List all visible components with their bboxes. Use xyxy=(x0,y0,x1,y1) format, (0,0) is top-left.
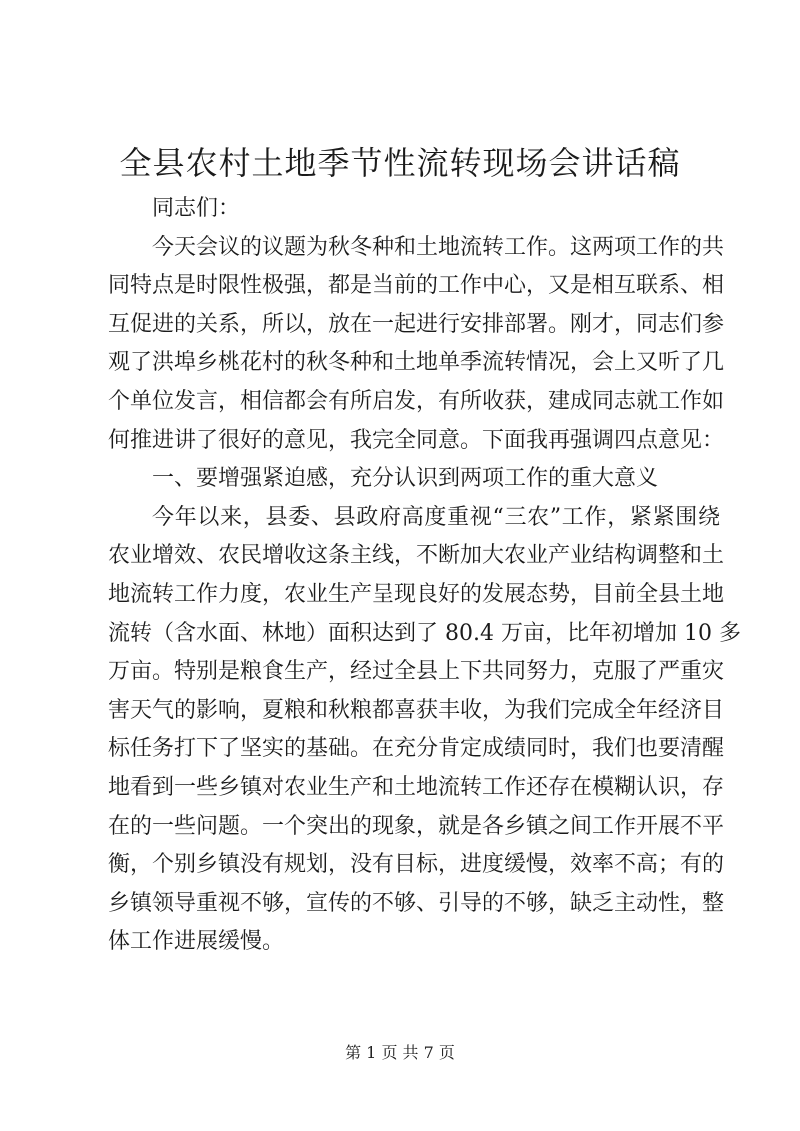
paragraph-line: 何推进讲了很好的意见，我完全同意。下面我再强调四点意见： xyxy=(108,427,725,453)
paragraph-1 xyxy=(108,229,725,461)
paragraph-line: 标任务打下了坚实的基础。在充分肯定成绩同时，我们也要清醒 xyxy=(108,736,725,762)
paragraph-line: 地流转工作力度，农业生产呈现良好的发展态势，目前全县土地 xyxy=(108,581,725,607)
document-body xyxy=(108,190,741,962)
paragraph-line: 害天气的影响，夏粮和秋粮都喜获丰收，为我们完成全年经济目 xyxy=(108,697,725,723)
paragraph-line: 万亩。特别是粮食生产，经过全县上下共同努力，克服了严重灾 xyxy=(108,659,725,685)
document-title: 全县农村土地季节性流转现场会讲话稿 xyxy=(119,144,681,182)
paragraph-2 xyxy=(108,499,741,962)
paragraph-line: 同特点是时限性极强，都是当前的工作中心，又是相互联系、相 xyxy=(108,273,725,299)
paragraph-line: 体工作进展缓慢。 xyxy=(108,929,285,955)
section-heading-1: 一、要增强紧迫感，充分认识到两项工作的重大意义 xyxy=(152,466,659,492)
paragraph-line: 今天会议的议题为秋冬种和土地流转工作。这两项工作的共 xyxy=(152,234,725,260)
paragraph-line: 农业增效、农民增收这条主线，不断加大农业产业结构调整和土 xyxy=(108,543,725,569)
paragraph-line: 观了洪埠乡桃花村的秋冬种和土地单季流转情况，会上又听了几 xyxy=(108,350,725,376)
paragraph-line: 个单位发言，相信都会有所启发，有所收获，建成同志就工作如 xyxy=(108,388,725,414)
paragraph-line: 地看到一些乡镇对农业生产和土地流转工作还存在模糊认识，存 xyxy=(108,774,725,800)
page-number-footer: 第 1 页 共 7 页 xyxy=(345,1043,455,1062)
paragraph-line: 流转（含水面、林地）面积达到了 80.4 万亩，比年初增加 10 多 xyxy=(108,620,741,646)
paragraph-line: 今年以来，县委、县政府高度重视“三农”工作，紧紧围绕 xyxy=(152,504,720,530)
paragraph-line: 乡镇领导重视不够，宣传的不够、引导的不够，缺乏主动性，整 xyxy=(108,890,725,916)
paragraph-line: 互促进的关系，所以，放在一起进行安排部署。刚才，同志们参 xyxy=(108,311,725,337)
paragraph-line: 衡，个别乡镇没有规划，没有目标，进度缓慢，效率不高；有的 xyxy=(108,852,725,878)
salutation: 同志们： xyxy=(152,196,241,221)
paragraph-line: 在的一些问题。一个突出的现象，就是各乡镇之间工作开展不平 xyxy=(108,813,725,839)
